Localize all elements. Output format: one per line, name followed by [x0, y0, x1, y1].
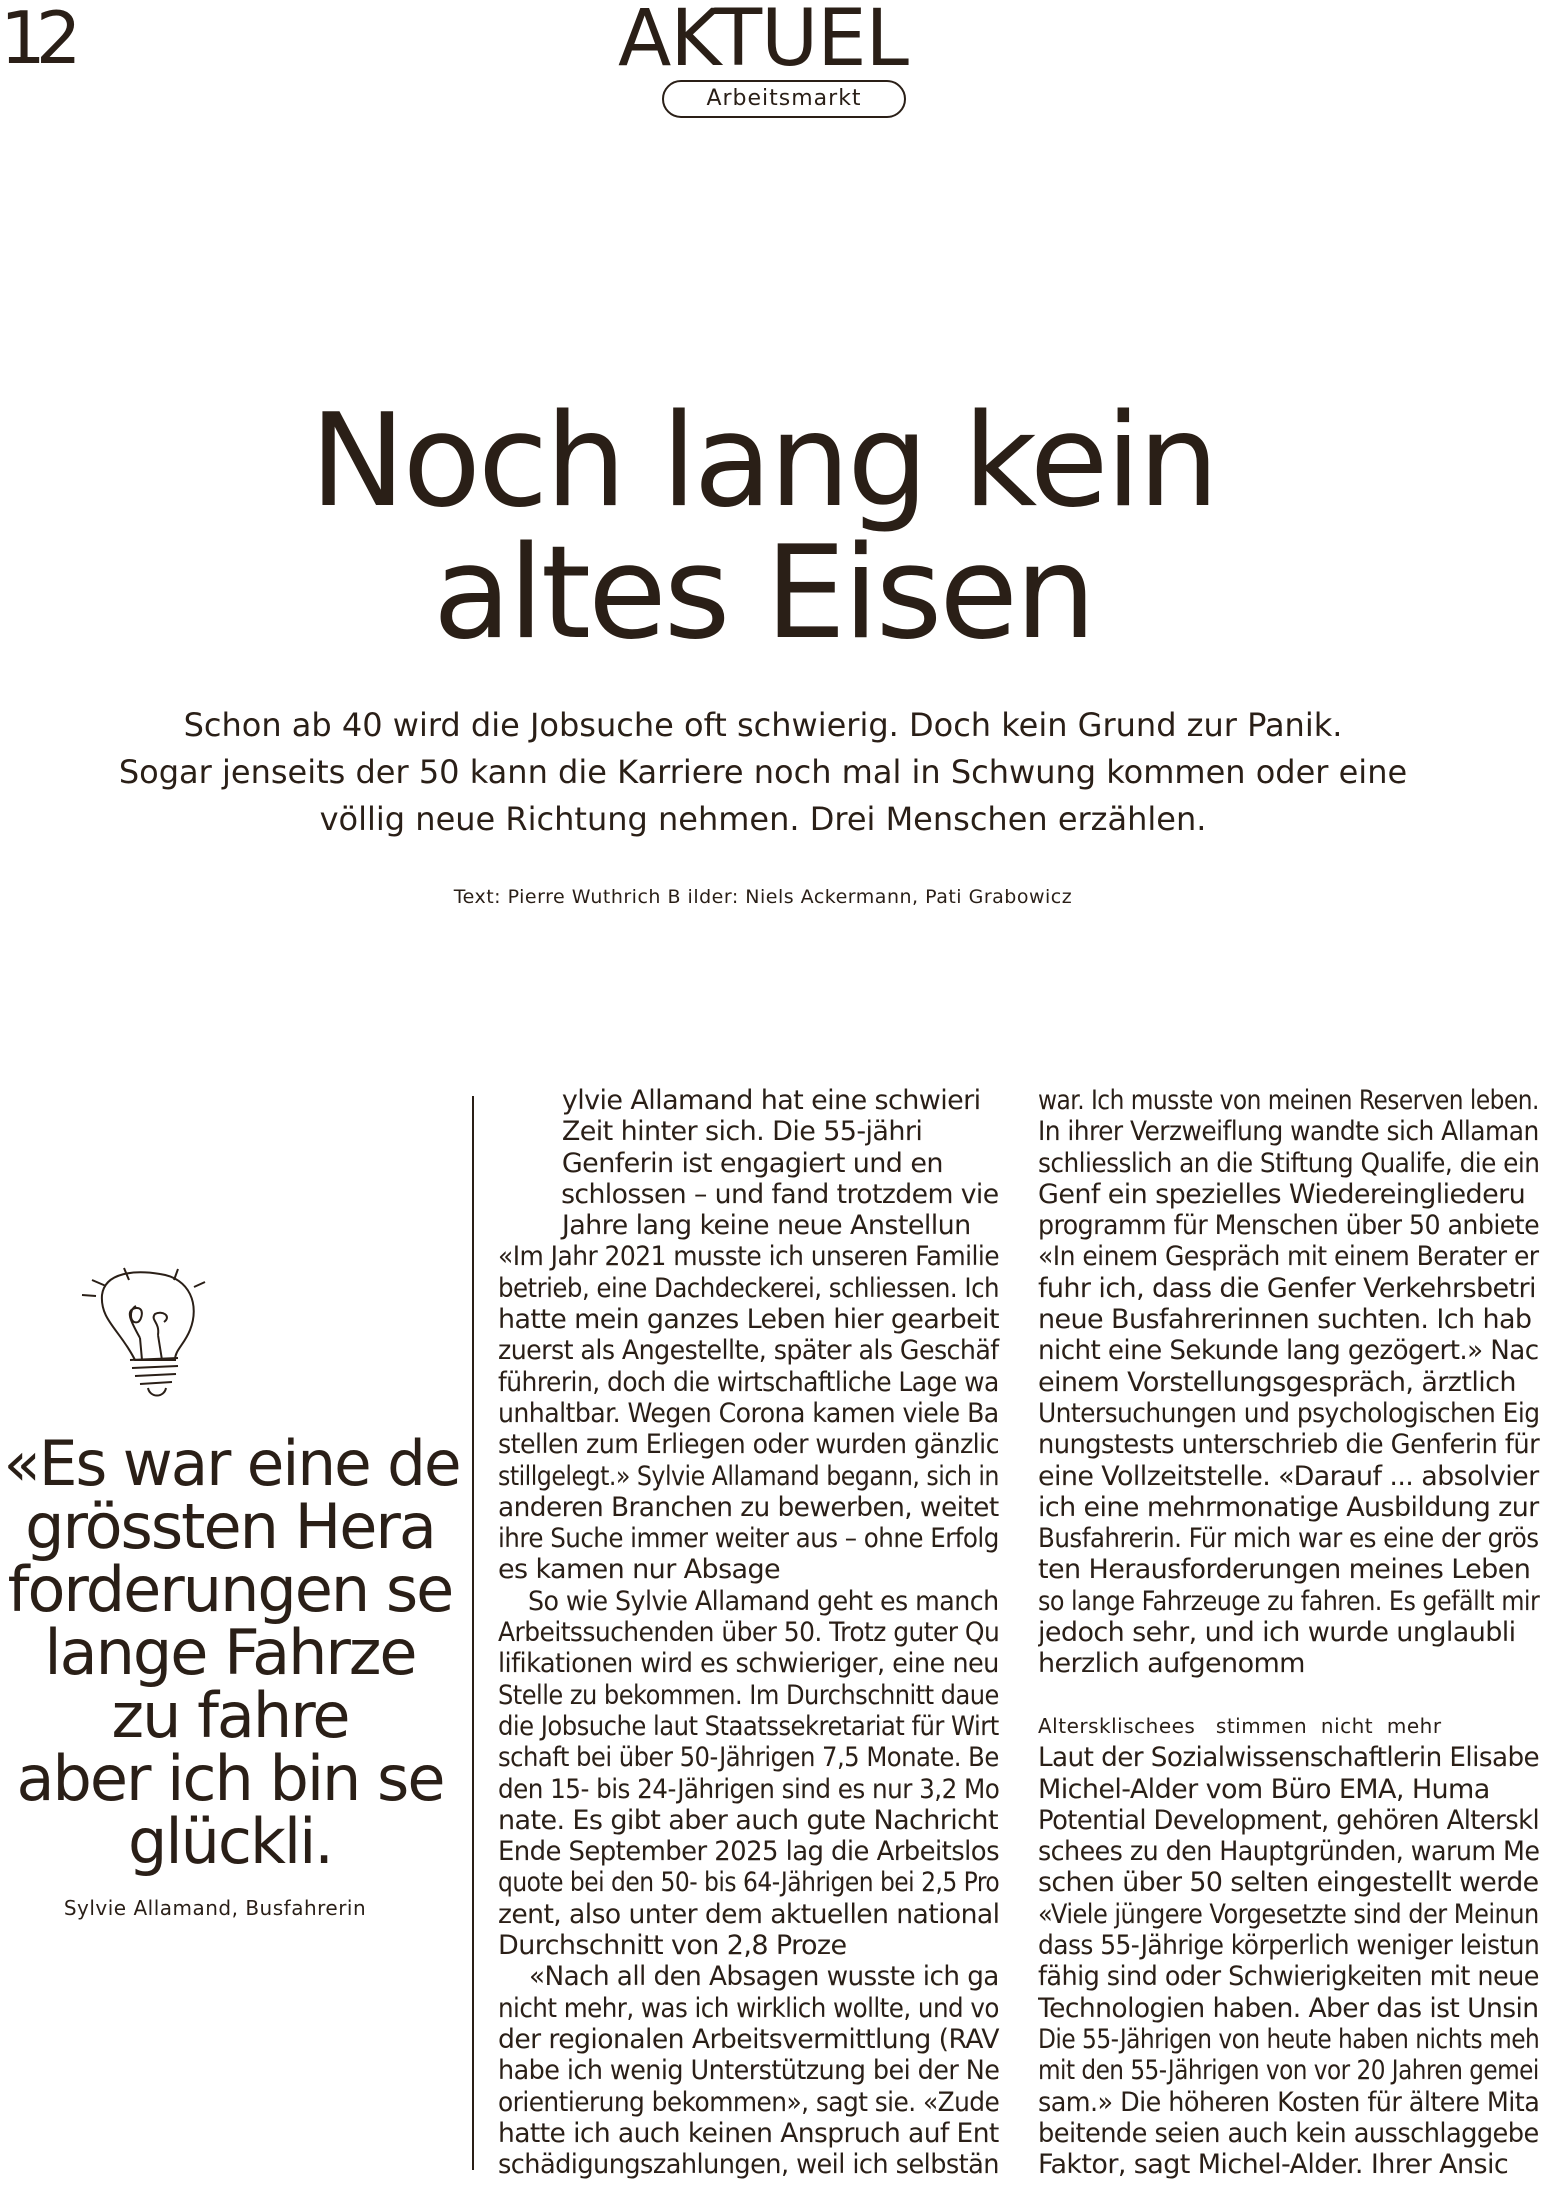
- text-line: stillgelegt.» Sylvie Allamand begann, sich in: [498, 1460, 999, 1492]
- text-line: schaft bei über 50-Jährigen 7,5 Monate. Be: [498, 1742, 999, 1774]
- text-line: schees zu den Hauptgründen, warum Me: [1038, 1836, 1540, 1868]
- text-line: schädigungszahlungen, weil ich selbstän: [498, 2149, 999, 2181]
- text-line: «Viele jüngere Vorgesetzte sind der Meinun: [1038, 1898, 1539, 1930]
- text-line: ten Herausforderungen meines Leben: [1038, 1554, 1531, 1586]
- text-line: einem Vorstellungsgespräch, ärztlich: [1038, 1366, 1516, 1398]
- text-line: Jahre lang keine neue Anstellun: [498, 1210, 971, 1242]
- lead-line-3: völlig neue Richtung nehmen. Drei Menschen erzählen.: [319, 800, 1207, 838]
- text-line: fähig sind oder Schwierigkeiten mit neue: [1038, 1961, 1539, 1993]
- text-line: Ende September 2025 lag die Arbeitslos: [498, 1836, 1000, 1868]
- text-line: lifikationen wird es schwieriger, eine neu: [498, 1648, 999, 1680]
- text-line: der regionalen Arbeitsvermittlung (RAV: [498, 2023, 999, 2055]
- lightbulb-icon: [80, 1210, 220, 1410]
- credits: Text: Pierre Wuthrich B ilder: Niels Ackermann, Pati Grabowicz: [453, 886, 1073, 908]
- text-line: Genferin ist engagiert und en: [498, 1147, 943, 1179]
- text-line: eine Vollzeitstelle. «Darauf ... absolvier: [1038, 1460, 1539, 1492]
- text-line: nicht mehr, was ich wirklich wollte, und vo: [498, 1992, 999, 2024]
- text-line: neue Busfahrerinnen suchten. Ich hab: [1038, 1304, 1532, 1336]
- text-line: schlossen – und fand trotzdem vie: [498, 1178, 999, 1210]
- text-line: schliesslich an die Stiftung Qualife, die ein: [1038, 1147, 1540, 1179]
- text-line: Faktor, sagt Michel-Alder. Ihrer Ansic: [1038, 2149, 1509, 2181]
- body-column-2: [498, 1085, 1003, 2195]
- text-line: ich eine mehrmonatige Ausbildung zur: [1038, 1491, 1539, 1523]
- text-line: orientierung bekommen», sagt sie. «Zude: [498, 2086, 1000, 2118]
- pull-quote-line: grössten Hera: [25, 1490, 435, 1563]
- text-line: mit den 55-Jährigen von vor 20 Jahren gemei: [1038, 2055, 1539, 2087]
- text-line: sam.» Die höheren Kosten für ältere Mita: [1038, 2086, 1540, 2118]
- text-line: «In einem Gespräch mit einem Berater er: [1038, 1241, 1539, 1273]
- pull-quote-line: lange Fahrze: [44, 1616, 416, 1689]
- subheading: Altersklischees stimmen nicht mehr: [1038, 1713, 1442, 1738]
- text-line: anderen Branchen zu bewerben, weitet: [498, 1491, 999, 1523]
- text-line: programm für Menschen über 50 anbiete: [1038, 1210, 1540, 1242]
- text-line: nungstests unterschrieb die Genferin für: [1038, 1429, 1540, 1461]
- pull-quote: [0, 1427, 460, 1878]
- text-line: So wie Sylvie Allamand geht es manch: [498, 1585, 999, 1617]
- text-line: Michel-Alder vom Büro EMA, Huma: [1038, 1773, 1490, 1805]
- lead-line-2: Sogar jenseits der 50 kann die Karriere noch mal in Schwung kommen oder eine: [118, 753, 1408, 791]
- text-line: Technologien haben. Aber das ist Unsin: [1038, 1992, 1539, 2024]
- topic-tag: Arbeitsmarkt: [662, 80, 906, 118]
- text-line: Laut der Sozialwissenschaftlerin Elisabe: [1038, 1742, 1540, 1774]
- text-line: den 15- bis 24-Jährigen sind es nur 3,2 Mo: [498, 1773, 1000, 1805]
- text-line: ylvie Allamand hat eine schwieri: [498, 1085, 981, 1116]
- lead-line-1: Schon ab 40 wird die Jobsuche oft schwierig. Doch kein Grund zur Panik.: [183, 706, 1343, 744]
- headline-line-2: altes Eisen: [432, 519, 1094, 668]
- text-line: betrieb, eine Dachdeckerei, schliessen. Ich: [498, 1272, 1000, 1304]
- text-line: dass 55-Jährige körperlich weniger leistun: [1038, 1930, 1540, 1962]
- text-line: quote bei den 50- bis 64-Jährigen bei 2,5 Pro: [498, 1867, 1000, 1899]
- text-line: schen über 50 selten eingestellt werde: [1038, 1867, 1539, 1899]
- text-line: Potential Development, gehören Alterskl: [1038, 1804, 1540, 1836]
- pull-quote-line: zu fahre: [111, 1679, 349, 1752]
- text-line: Genf ein spezielles Wiedereingliederu: [1038, 1178, 1526, 1210]
- text-line: nate. Es gibt aber auch gute Nachricht: [498, 1804, 998, 1836]
- text-line: Untersuchungen und psychologischen Eig: [1038, 1397, 1540, 1429]
- text-line: hatte mein ganzes Leben hier gearbeit: [498, 1304, 999, 1336]
- pull-quote-line: aber ich bin se: [16, 1742, 444, 1815]
- page-number: 12: [0, 0, 72, 80]
- headline-line-1: Noch lang kein: [309, 387, 1217, 536]
- text-line: habe ich wenig Unterstützung bei der Ne: [498, 2055, 1000, 2087]
- text-line: Busfahrerin. Für mich war es eine der grös: [1038, 1523, 1539, 1555]
- text-line: es kamen nur Absage: [498, 1554, 781, 1586]
- text-line: führerin, doch die wirtschaftliche Lage wa: [498, 1366, 999, 1398]
- text-line: Zeit hinter sich. Die 55-jähri: [498, 1116, 923, 1148]
- pull-quote-line: forderungen se: [7, 1553, 453, 1626]
- text-line: herzlich aufgenomm: [1038, 1648, 1305, 1680]
- text-line: war. Ich musste von meinen Reserven leben.: [1038, 1085, 1539, 1116]
- text-line: zent, also unter dem aktuellen national: [498, 1898, 1000, 1930]
- text-line: die Jobsuche laut Staatssekretariat für Wirt: [498, 1710, 999, 1742]
- text-line: nicht eine Sekunde lang gezögert.» Nac: [1038, 1335, 1539, 1367]
- text-line: jedoch sehr, und ich wurde unglaubli: [1038, 1617, 1516, 1649]
- pull-quote-line: «Es war eine de: [3, 1427, 460, 1500]
- text-line: Die 55-Jährigen von heute haben nichts meh: [1038, 2023, 1540, 2055]
- text-line: In ihrer Verzweiflung wandte sich Allaman: [1038, 1116, 1539, 1148]
- text-line: so lange Fahrzeuge zu fahren. Es gefällt mir: [1038, 1585, 1540, 1617]
- text-line: unhaltbar. Wegen Corona kamen viele Ba: [498, 1397, 999, 1429]
- text-line: Arbeitssuchenden über 50. Trotz guter Qu: [498, 1617, 1000, 1649]
- body-column-3: [1038, 1085, 1543, 2195]
- text-line: zuerst als Angestellte, später als Geschäf: [498, 1335, 999, 1367]
- section-title: AKTUEL: [618, 0, 908, 84]
- pull-quote-attribution: Sylvie Allamand, Busfahrerin: [63, 1896, 367, 1920]
- column-divider: [472, 1096, 474, 2170]
- pull-quote-line: glückli.: [127, 1805, 333, 1878]
- text-line: Durchschnitt von 2,8 Proze: [498, 1930, 847, 1962]
- text-line: Stelle zu bekommen. Im Durchschnitt daue: [498, 1679, 999, 1711]
- text-line: beitende seien auch kein ausschlaggebe: [1038, 2117, 1539, 2149]
- text-line: «Im Jahr 2021 musste ich unseren Familie: [498, 1241, 1000, 1273]
- text-line: fuhr ich, dass die Genfer Verkehrsbetri: [1038, 1272, 1536, 1304]
- text-line: «Nach all den Absagen wusste ich ga: [498, 1961, 999, 1993]
- text-line: ihre Suche immer weiter aus – ohne Erfolg: [498, 1523, 999, 1555]
- text-line: stellen zum Erliegen oder wurden gänzlic: [498, 1429, 999, 1461]
- text-line: hatte ich auch keinen Anspruch auf Ent: [498, 2117, 999, 2149]
